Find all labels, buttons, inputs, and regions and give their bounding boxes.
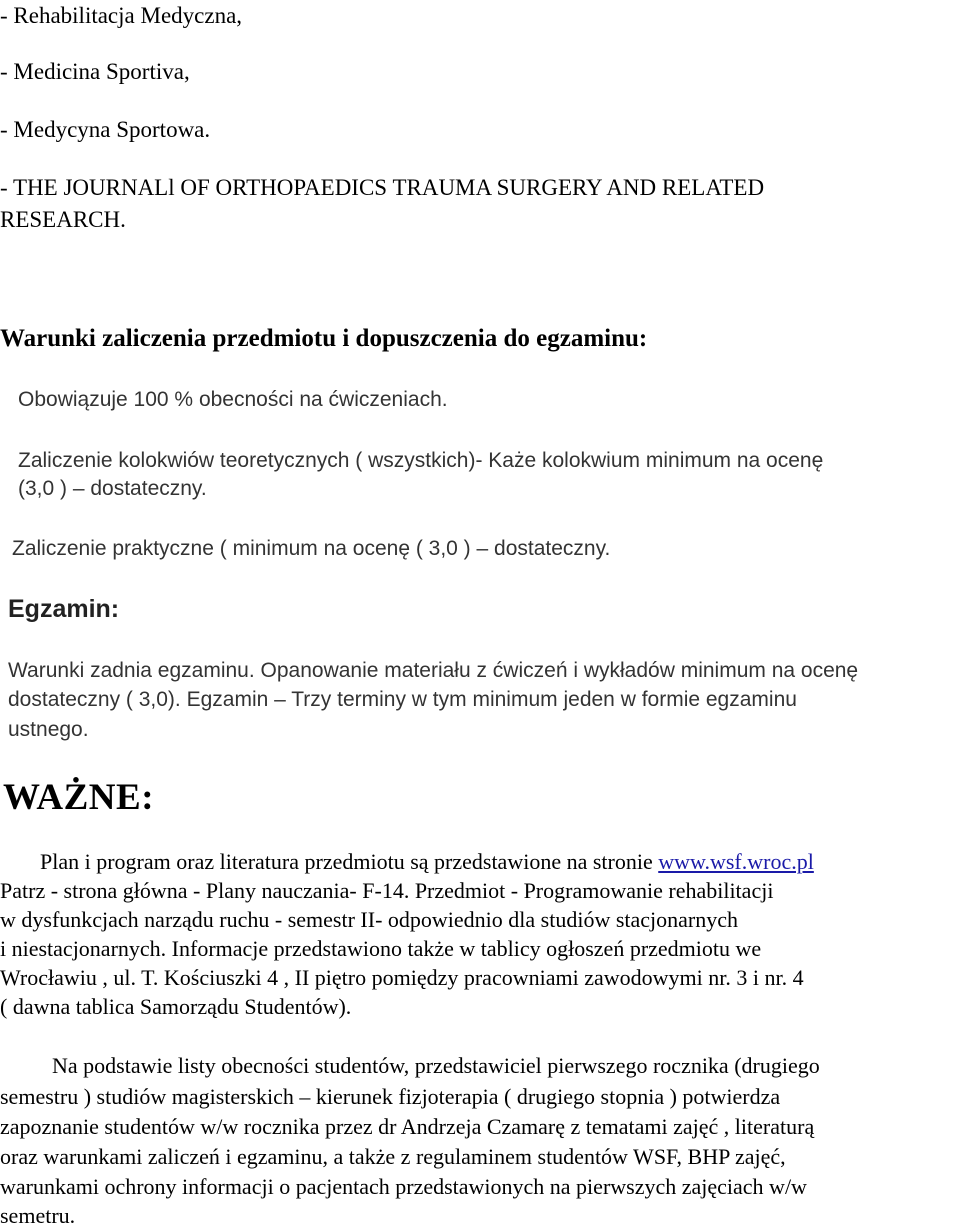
confirmation-line4: oraz warunkami zaliczeń i egzaminu, a także z regulaminem studentów WSF, BHP zajęć, [0,1144,786,1169]
exam-text-line2: dostateczny ( 3,0). Egzamin – Trzy terminy w tym minimum jeden w formie egzaminu [8,688,797,711]
requirements-heading: Warunki zaliczenia przedmiotu i dopuszczenia do egzaminu: [0,325,648,352]
exam-text-line3: ustnego. [8,718,89,741]
bullet-item-2: - Medicina Sportiva, [0,59,190,84]
important-text-line3: w dysfunkcjach narządu ruchu - semestr II- odpowiednio dla studiów stacjonarnych [0,907,738,932]
bullet-item-1: - Rehabilitacja Medyczna, [0,3,243,28]
important-text-line6: ( dawna tablica Samorządu Studentów). [0,994,352,1019]
important-text-line2: Patrz - strona główna - Plany nauczania- F-14. Przedmiot - Programowanie rehabilitacji [0,878,774,903]
confirmation-line3: zapoznanie studentów w/w rocznika przez dr Andrzeja Czamarę z tematami zajęć , literaturą [0,1114,815,1139]
important-text-line1-text: Plan i program oraz literatura przedmiotu są przedstawione na stronie [40,849,659,874]
important-heading: WAŻNE: [3,777,155,818]
important-text-line5: Wrocławiu , ul. T. Kościuszki 4 , II piętro pomiędzy pracowniami zawodowymi nr. 3 i nr. 4 [0,965,804,990]
important-text-line4: i niestacjonarnych. Informacje przedstawiono także w tablicy ogłoszeń przedmiotu we [0,936,762,961]
bullet-item-3: - Medycyna Sportowa. [0,117,211,142]
exam-heading: Egzamin: [8,595,120,623]
attendance-text: Obowiązuje 100 % obecności na ćwiczeniach. [18,388,448,411]
theory-text-line2: (3,0 ) – dostateczny. [18,477,207,500]
confirmation-line6: semetru. [0,1203,76,1228]
confirmation-line2: semestru ) studiów magisterskich – kierunek fizjoterapia ( drugiego stopnia ) potwierdza [0,1084,781,1109]
confirmation-line1: Na podstawie listy obecności studentów, przedstawiciel pierwszego rocznika (drugiego [52,1053,820,1078]
bullet-item-4: - THE JOURNALl OF ORTHOPAEDICS TRAUMA SURGERY AND RELATED [0,175,765,200]
theory-text-line1: Zaliczenie kolokwiów teoretycznych ( wszystkich)- Każe kolokwium minimum na ocenę [18,449,824,472]
important-text-line1 [40,851,814,873]
practical-text: Zaliczenie praktyczne ( minimum na ocenę ( 3,0 ) – dostateczny. [12,537,611,560]
website-link[interactable]: www.wsf.wroc.pl [658,849,814,874]
exam-text-line1: Warunki zadnia egzaminu. Opanowanie materiału z ćwiczeń i wykładów minimum na ocenę [8,659,859,682]
bullet-item-4-continuation: RESEARCH. [0,207,126,232]
confirmation-line5: warunkami ochrony informacji o pacjentach przedstawionych na pierwszych zajęciach w/w [0,1174,807,1199]
